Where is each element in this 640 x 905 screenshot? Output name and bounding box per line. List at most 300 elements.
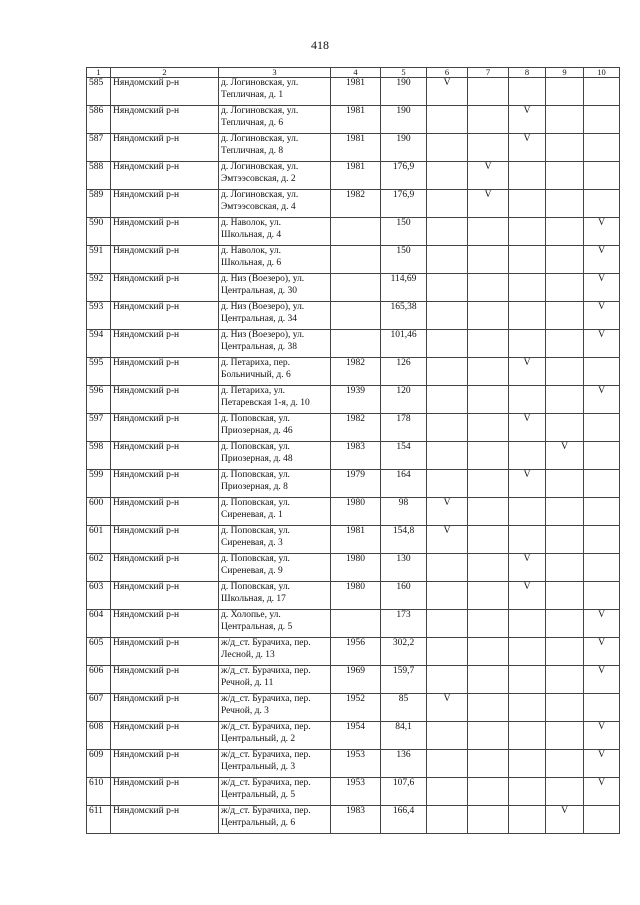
table-row [87,162,620,190]
mark-cell-col7 [468,274,509,302]
mark-cell-col9 [546,246,584,274]
mark-cell-col7 [468,778,509,806]
area-cell: 165,38 [381,302,427,330]
mark-cell-col10 [584,498,620,526]
mark-cell-col8: V [509,470,546,498]
table-row [87,666,620,694]
district-cell: Няндомский р-н [111,638,219,666]
mark-cell-col6 [427,190,468,218]
mark-cell-col9 [546,78,584,106]
area-cell: 190 [381,134,427,162]
mark-cell-col10: V [584,302,620,330]
mark-cell-col8 [509,666,546,694]
year-built-cell: 1979 [331,470,381,498]
row-number: 593 [87,302,111,330]
area-cell: 136 [381,750,427,778]
address-line-2: Школьная, д. 4 [221,229,282,240]
mark-cell-col9 [546,554,584,582]
address-cell [219,78,331,106]
mark-cell-col9 [546,134,584,162]
mark-cell-col7 [468,582,509,610]
area-cell: 150 [381,246,427,274]
mark-cell-col7 [468,470,509,498]
year-built-cell: 1983 [331,806,381,834]
address-line-1: д. Логиновская, ул. [221,134,299,144]
area-cell: 126 [381,358,427,386]
mark-cell-col9 [546,106,584,134]
row-number: 597 [87,414,111,442]
area-cell: 190 [381,106,427,134]
address-line-2: Центральный, д. 2 [221,733,296,744]
table-row [87,638,620,666]
address-line-2: Петаревская 1-я, д. 10 [221,397,310,408]
address-cell [219,302,331,330]
column-header: 10 [584,68,620,78]
row-number: 608 [87,722,111,750]
mark-cell-col9 [546,162,584,190]
mark-cell-col9 [546,358,584,386]
address-line-1: д. Логиновская, ул. [221,78,299,88]
address-line-2: Приозерная, д. 8 [221,481,288,492]
mark-cell-col8: V [509,414,546,442]
year-built-cell: 1956 [331,638,381,666]
mark-cell-col6 [427,162,468,190]
mark-cell-col9 [546,582,584,610]
column-header: 4 [331,68,381,78]
table-row [87,274,620,302]
area-cell: 164 [381,470,427,498]
mark-cell-col9 [546,414,584,442]
address-cell [219,106,331,134]
row-number: 599 [87,470,111,498]
row-number: 592 [87,274,111,302]
mark-cell-col6 [427,750,468,778]
address-line-2: Речной, д. 11 [221,677,274,688]
address-cell [219,778,331,806]
mark-cell-col9: V [546,806,584,834]
mark-cell-col6 [427,302,468,330]
table-row [87,218,620,246]
mark-cell-col6: V [427,498,468,526]
area-cell: 173 [381,610,427,638]
address-line-1: д. Наволок, ул. [221,218,282,228]
row-number: 587 [87,134,111,162]
mark-cell-col6 [427,414,468,442]
address-line-1: д. Поповская, ул. [221,582,290,592]
year-built-cell: 1980 [331,582,381,610]
mark-cell-col8 [509,722,546,750]
district-cell: Няндомский р-н [111,610,219,638]
mark-cell-col10 [584,162,620,190]
mark-cell-col10 [584,582,620,610]
address-line-1: ж/д_ст. Бурачиха, пер. [221,666,311,676]
mark-cell-col7 [468,554,509,582]
address-line-1: ж/д_ст. Бурачиха, пер. [221,750,311,760]
district-cell: Няндомский р-н [111,246,219,274]
mark-cell-col7 [468,358,509,386]
row-number: 600 [87,498,111,526]
mark-cell-col8 [509,162,546,190]
mark-cell-col9 [546,386,584,414]
row-number: 611 [87,806,111,834]
mark-cell-col7 [468,526,509,554]
table-row [87,470,620,498]
address-cell [219,554,331,582]
row-number: 585 [87,78,111,106]
year-built-cell [331,246,381,274]
address-line-1: д. Логиновская, ул. [221,106,299,116]
mark-cell-col10 [584,414,620,442]
mark-cell-col6: V [427,694,468,722]
area-cell: 302,2 [381,638,427,666]
district-cell: Няндомский р-н [111,302,219,330]
mark-cell-col8 [509,610,546,638]
year-built-cell: 1981 [331,106,381,134]
area-cell: 130 [381,554,427,582]
address-line-2: Центральная, д. 38 [221,341,298,352]
address-line-2: Центральная, д. 5 [221,621,293,632]
table-row [87,78,620,106]
address-line-1: д. Холопье, ул. [221,610,281,620]
address-line-1: ж/д_ст. Бурачиха, пер. [221,722,311,732]
mark-cell-col9 [546,694,584,722]
mark-cell-col10 [584,78,620,106]
mark-cell-col10: V [584,778,620,806]
address-line-1: д. Логиновская, ул. [221,162,299,172]
mark-cell-col10 [584,694,620,722]
table-row [87,330,620,358]
year-built-cell: 1981 [331,526,381,554]
row-number: 609 [87,750,111,778]
district-cell: Няндомский р-н [111,750,219,778]
mark-cell-col8 [509,750,546,778]
year-built-cell: 1969 [331,666,381,694]
address-line-1: ж/д_ст. Бурачиха, пер. [221,778,311,788]
year-built-cell: 1953 [331,778,381,806]
mark-cell-col6 [427,666,468,694]
mark-cell-col7 [468,302,509,330]
address-line-2: Эмтээсовская, д. 4 [221,201,296,212]
address-line-1: д. Логиновская, ул. [221,190,299,200]
year-built-cell: 1981 [331,78,381,106]
area-cell: 85 [381,694,427,722]
address-cell [219,694,331,722]
mark-cell-col10: V [584,246,620,274]
address-cell [219,134,331,162]
address-line-1: д. Поповская, ул. [221,526,290,536]
district-cell: Няндомский р-н [111,218,219,246]
address-line-1: д. Поповская, ул. [221,414,290,424]
table-row [87,778,620,806]
column-header: 1 [87,68,111,78]
address-line-1: д. Низ (Воезеро), ул. [221,274,305,284]
address-line-1: д. Петариха, пер. [221,358,290,368]
mark-cell-col7 [468,106,509,134]
district-cell: Няндомский р-н [111,274,219,302]
address-line-1: д. Поповская, ул. [221,498,290,508]
year-built-cell: 1980 [331,498,381,526]
mark-cell-col6 [427,218,468,246]
district-cell: Няндомский р-н [111,190,219,218]
mark-cell-col6 [427,442,468,470]
mark-cell-col9 [546,274,584,302]
mark-cell-col7 [468,498,509,526]
address-cell [219,246,331,274]
address-cell [219,442,331,470]
year-built-cell [331,330,381,358]
mark-cell-col9 [546,666,584,694]
year-built-cell [331,274,381,302]
area-cell: 178 [381,414,427,442]
address-cell [219,330,331,358]
mark-cell-col10 [584,554,620,582]
column-header: 7 [468,68,509,78]
address-line-1: д. Поповская, ул. [221,470,290,480]
column-header: 2 [111,68,219,78]
row-number: 605 [87,638,111,666]
address-line-2: Приозерная, д. 48 [221,453,293,464]
year-built-cell: 1982 [331,358,381,386]
row-number: 603 [87,582,111,610]
area-cell: 107,6 [381,778,427,806]
mark-cell-col6 [427,554,468,582]
district-cell: Няндомский р-н [111,694,219,722]
mark-cell-col8 [509,246,546,274]
row-number: 591 [87,246,111,274]
mark-cell-col6 [427,358,468,386]
row-number: 598 [87,442,111,470]
row-number: 602 [87,554,111,582]
area-cell: 84,1 [381,722,427,750]
address-cell [219,498,331,526]
mark-cell-col7 [468,694,509,722]
area-cell: 120 [381,386,427,414]
mark-cell-col8 [509,778,546,806]
table-row [87,498,620,526]
year-built-cell: 1980 [331,554,381,582]
table-body [87,78,620,834]
mark-cell-col7 [468,638,509,666]
row-number: 589 [87,190,111,218]
address-line-1: д. Поповская, ул. [221,554,290,564]
address-line-2: Сиреневая, д. 3 [221,537,283,548]
mark-cell-col8 [509,218,546,246]
mark-cell-col6 [427,806,468,834]
address-cell [219,470,331,498]
address-cell [219,582,331,610]
address-line-1: ж/д_ст. Бурачиха, пер. [221,694,311,704]
mark-cell-col10: V [584,386,620,414]
address-line-2: Центральный, д. 5 [221,789,296,800]
mark-cell-col10 [584,134,620,162]
address-cell [219,386,331,414]
row-number: 594 [87,330,111,358]
district-cell: Няндомский р-н [111,806,219,834]
mark-cell-col9 [546,498,584,526]
table-row [87,806,620,834]
year-built-cell: 1939 [331,386,381,414]
year-built-cell: 1982 [331,414,381,442]
row-number: 588 [87,162,111,190]
mark-cell-col8 [509,806,546,834]
mark-cell-col7 [468,666,509,694]
area-cell: 166,4 [381,806,427,834]
row-number: 595 [87,358,111,386]
address-line-1: д. Низ (Воезеро), ул. [221,302,305,312]
year-built-cell [331,218,381,246]
address-line-1: д. Наволок, ул. [221,246,282,256]
area-cell: 101,46 [381,330,427,358]
address-cell [219,610,331,638]
year-built-cell: 1952 [331,694,381,722]
mark-cell-col6 [427,470,468,498]
address-line-2: Тепличная, д. 8 [221,145,284,156]
district-cell: Няндомский р-н [111,498,219,526]
address-cell [219,638,331,666]
mark-cell-col7 [468,330,509,358]
area-cell: 154,8 [381,526,427,554]
mark-cell-col9: V [546,442,584,470]
mark-cell-col6 [427,330,468,358]
column-number-header-row [87,68,620,78]
address-line-1: ж/д_ст. Бурачиха, пер. [221,638,311,648]
address-line-2: Приозерная, д. 46 [221,425,293,436]
year-built-cell: 1954 [331,722,381,750]
row-number: 610 [87,778,111,806]
column-header: 5 [381,68,427,78]
mark-cell-col10 [584,526,620,554]
area-cell: 150 [381,218,427,246]
page-number: 418 [311,38,329,52]
mark-cell-col10 [584,806,620,834]
mark-cell-col6 [427,106,468,134]
mark-cell-col6 [427,638,468,666]
area-cell: 190 [381,78,427,106]
district-cell: Няндомский р-н [111,526,219,554]
address-line-2: Больничный, д. 6 [221,369,291,380]
address-line-2: Центральный, д. 3 [221,761,296,772]
mark-cell-col7 [468,610,509,638]
year-built-cell: 1983 [331,442,381,470]
district-cell: Няндомский р-н [111,582,219,610]
address-cell [219,162,331,190]
area-cell: 154 [381,442,427,470]
mark-cell-col7: V [468,162,509,190]
table-row [87,722,620,750]
district-cell: Няндомский р-н [111,330,219,358]
address-line-2: Центральная, д. 30 [221,285,298,296]
mark-cell-col8 [509,190,546,218]
table-row [87,694,620,722]
mark-cell-col9 [546,470,584,498]
mark-cell-col8: V [509,582,546,610]
district-cell: Няндомский р-н [111,442,219,470]
mark-cell-col6 [427,386,468,414]
address-cell [219,358,331,386]
mark-cell-col10: V [584,666,620,694]
mark-cell-col10 [584,442,620,470]
address-cell [219,526,331,554]
mark-cell-col7 [468,386,509,414]
mark-cell-col8: V [509,134,546,162]
table-row [87,414,620,442]
table-row [87,442,620,470]
district-cell: Няндомский р-н [111,722,219,750]
mark-cell-col7 [468,134,509,162]
mark-cell-col8 [509,274,546,302]
mark-cell-col10: V [584,610,620,638]
mark-cell-col6 [427,610,468,638]
mark-cell-col9 [546,190,584,218]
row-number: 607 [87,694,111,722]
mark-cell-col6 [427,582,468,610]
mark-cell-col8: V [509,554,546,582]
column-header: 3 [219,68,331,78]
mark-cell-col8 [509,442,546,470]
area-cell: 159,7 [381,666,427,694]
row-number: 596 [87,386,111,414]
mark-cell-col10: V [584,638,620,666]
address-line-2: Сиреневая, д. 9 [221,565,283,576]
mark-cell-col9 [546,610,584,638]
address-cell [219,666,331,694]
area-cell: 176,9 [381,162,427,190]
address-line-2: Школьная, д. 17 [221,593,286,604]
mark-cell-col9 [546,302,584,330]
table-row [87,246,620,274]
address-cell [219,806,331,834]
address-cell [219,722,331,750]
district-cell: Няндомский р-н [111,470,219,498]
mark-cell-col8 [509,498,546,526]
year-built-cell [331,610,381,638]
mark-cell-col10: V [584,218,620,246]
district-cell: Няндомский р-н [111,666,219,694]
address-line-2: Тепличная, д. 6 [221,117,284,128]
district-cell: Няндомский р-н [111,106,219,134]
year-built-cell: 1981 [331,162,381,190]
mark-cell-col10: V [584,722,620,750]
mark-cell-col8: V [509,106,546,134]
address-line-2: Речной, д. 3 [221,705,269,716]
mark-cell-col7: V [468,190,509,218]
table-row [87,554,620,582]
mark-cell-col6 [427,722,468,750]
year-built-cell [331,302,381,330]
mark-cell-col8 [509,78,546,106]
row-number: 601 [87,526,111,554]
address-cell [219,190,331,218]
table-row [87,302,620,330]
address-line-2: Эмтээсовская, д. 2 [221,173,296,184]
mark-cell-col6 [427,134,468,162]
mark-cell-col7 [468,806,509,834]
row-number: 606 [87,666,111,694]
address-line-2: Лесной, д. 13 [221,649,275,660]
address-cell [219,414,331,442]
housing-register-table [86,67,620,834]
mark-cell-col10 [584,190,620,218]
district-cell: Няндомский р-н [111,78,219,106]
mark-cell-col7 [468,442,509,470]
mark-cell-col9 [546,526,584,554]
mark-cell-col6: V [427,78,468,106]
district-cell: Няндомский р-н [111,134,219,162]
table-row [87,134,620,162]
table-row [87,526,620,554]
mark-cell-col6 [427,274,468,302]
mark-cell-col10: V [584,330,620,358]
